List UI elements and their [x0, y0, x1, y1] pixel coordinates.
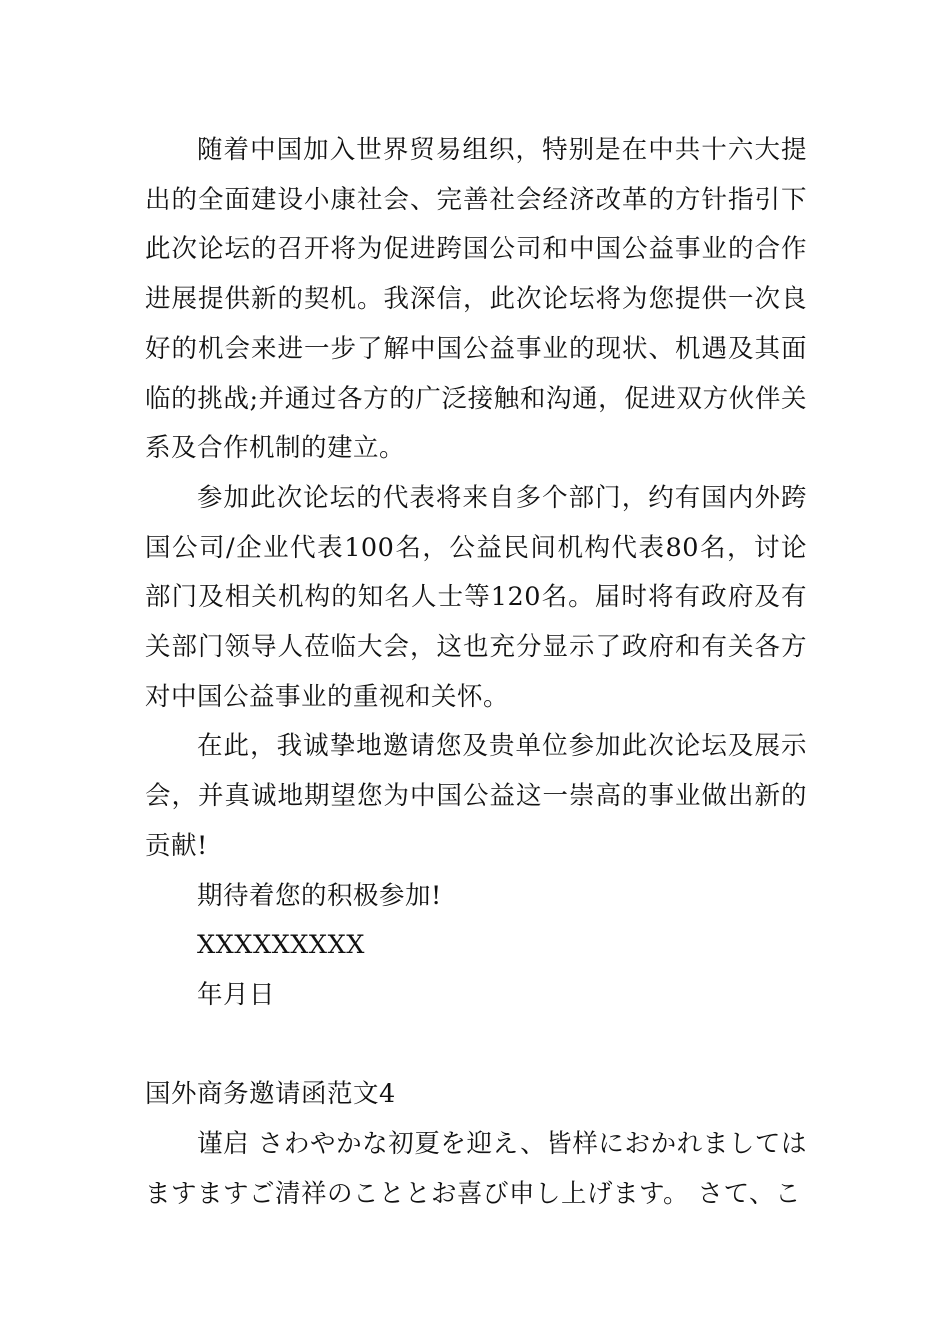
paragraph-invitation: 在此，我诚挚地邀请您及贵单位参加此次论坛及展示会，并真诚地期望您为中国公益这一崇高的事业做出新的贡献!	[145, 731, 807, 861]
signature-line: XXXXXXXXX	[197, 930, 365, 961]
paragraph-delegates: 参加此次论坛的代表将来自多个部门，约有国内外跨国公司/企业代表100名，公益民间机构代表80名，讨论部门及相关机构的知名人士等120名。届时将有政府及有关部门领导人莅临大会，这也充分显示了政府和有关各方对中国公益事业的重视和关怀。	[145, 482, 807, 712]
paragraph-japanese-greeting: 谨启 さわやかな初夏を迎え、皆样におかれましてはますますご清祥のこととお喜び申し上げます。 さて、こ	[145, 1129, 807, 1209]
paragraph-forum-significance: 随着中国加入世界贸易组织，特别是在中共十六大提出的全面建设小康社会、完善社会经济改革的方针指引下此次论坛的召开将为促进跨国公司和中国公益事业的合作进展提供新的契机。我深信，此次论坛将为您提供一次良好的机会来进一步了解中国公益事业的现状、机遇及其面临的挑战;并通过各方的广泛接触和沟通，促进双方伙伴关系及合作机制的建立。	[145, 135, 807, 464]
document-page	[145, 126, 807, 1219]
section-title: 国外商务邀请函范文4	[145, 1079, 396, 1110]
blank-line	[145, 1021, 807, 1071]
date-line: 年月日	[197, 979, 276, 1010]
closing-line: 期待着您的积极参加!	[197, 880, 442, 911]
